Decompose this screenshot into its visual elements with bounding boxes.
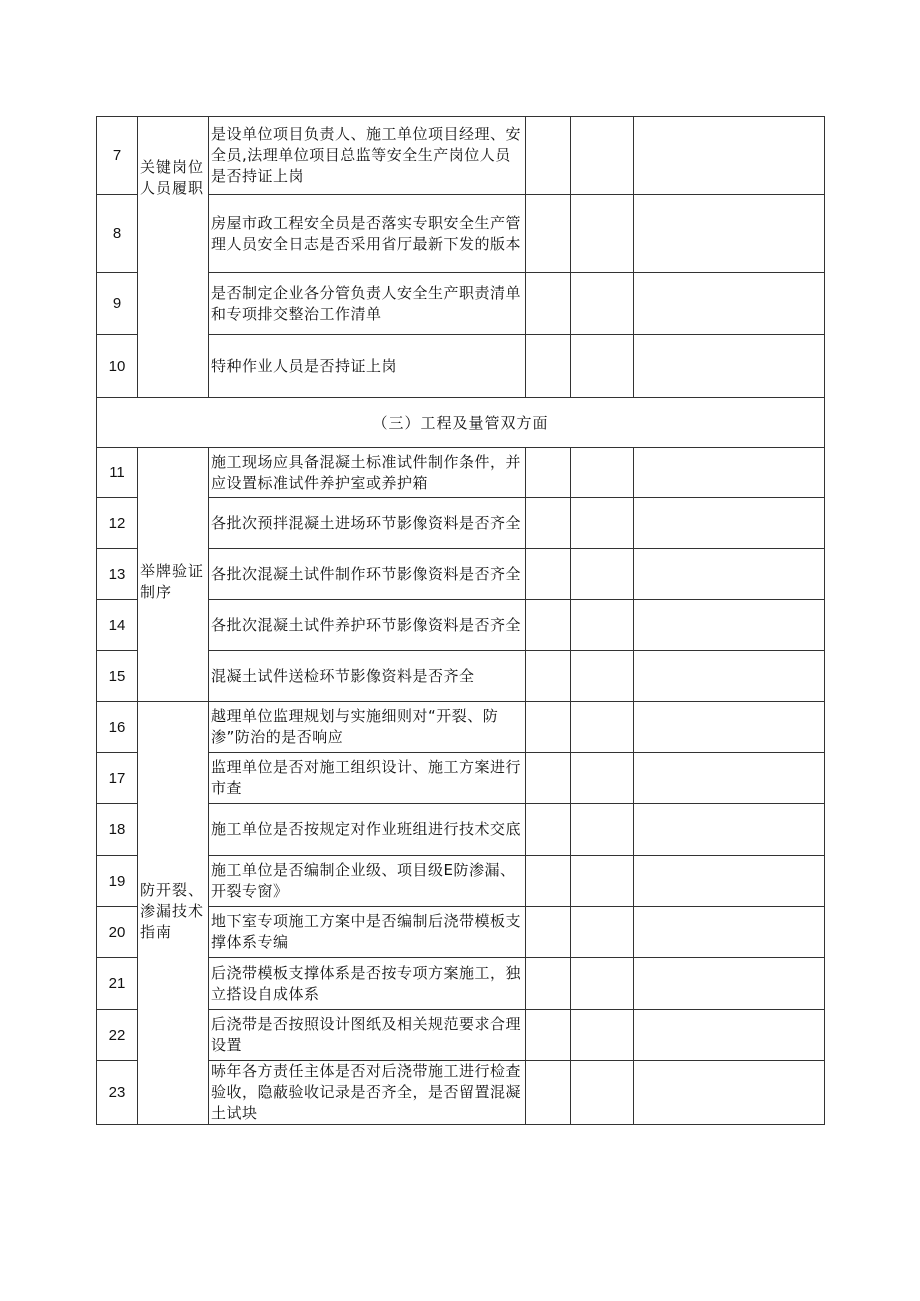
row-number: 8 (97, 195, 138, 273)
result-cell[interactable] (526, 702, 571, 753)
check-item: 特种作业人员是否持证上岗 (209, 335, 526, 398)
row-number: 23 (97, 1061, 138, 1125)
remark-cell[interactable] (634, 448, 825, 498)
row-number: 21 (97, 958, 138, 1010)
check-item: 混凝土试件送检环节影像资料是否齐全 (209, 651, 526, 702)
score-cell[interactable] (571, 549, 634, 600)
remark-cell[interactable] (634, 1010, 825, 1061)
check-item: 越理单位监理规划与实施细则对“开裂、防渗”防治的是否响应 (209, 702, 526, 753)
remark-cell[interactable] (634, 958, 825, 1010)
check-item: 施工现场应具备混凝土标准试件制作条件，并应设置标准试件养护室或养护箱 (209, 448, 526, 498)
row-number: 12 (97, 498, 138, 549)
table-row (97, 117, 825, 195)
check-item: 施工单位是否编制企业级、项目级E防渗漏、开裂专窗》 (209, 856, 526, 907)
table-row (97, 448, 825, 498)
score-cell[interactable] (571, 753, 634, 804)
remark-cell[interactable] (634, 117, 825, 195)
check-item: 监理单位是否对施工组织设计、施工方案进行市查 (209, 753, 526, 804)
score-cell[interactable] (571, 273, 634, 335)
result-cell[interactable] (526, 335, 571, 398)
section-row (97, 398, 825, 448)
row-number: 16 (97, 702, 138, 753)
check-item: 施工单位是否按规定对作业班组进行技术交底 (209, 804, 526, 856)
check-item: 后浇带模板支撑体系是否按专项方案施工，独立搭设自成体系 (209, 958, 526, 1010)
remark-cell[interactable] (634, 335, 825, 398)
score-cell[interactable] (571, 702, 634, 753)
row-number: 17 (97, 753, 138, 804)
score-cell[interactable] (571, 651, 634, 702)
remark-cell[interactable] (634, 1061, 825, 1125)
result-cell[interactable] (526, 117, 571, 195)
score-cell[interactable] (571, 600, 634, 651)
category-cell: 防开裂、渗漏技术指南 (138, 702, 209, 1125)
score-cell[interactable] (571, 335, 634, 398)
inspection-checklist (96, 116, 824, 1125)
score-cell[interactable] (571, 117, 634, 195)
row-number: 15 (97, 651, 138, 702)
score-cell[interactable] (571, 448, 634, 498)
score-cell[interactable] (571, 1061, 634, 1125)
row-number: 10 (97, 335, 138, 398)
check-item: 各批次混凝土试件养护环节影像资料是否齐全 (209, 600, 526, 651)
checklist-table (96, 116, 825, 1125)
remark-cell[interactable] (634, 856, 825, 907)
remark-cell[interactable] (634, 702, 825, 753)
category-cell: 关键岗位人员履职 (138, 117, 209, 398)
result-cell[interactable] (526, 753, 571, 804)
check-item: 各批次混凝土试件制作环节影像资料是否齐全 (209, 549, 526, 600)
row-number: 19 (97, 856, 138, 907)
remark-cell[interactable] (634, 907, 825, 958)
table-row (97, 702, 825, 753)
score-cell[interactable] (571, 195, 634, 273)
remark-cell[interactable] (634, 804, 825, 856)
remark-cell[interactable] (634, 600, 825, 651)
result-cell[interactable] (526, 907, 571, 958)
result-cell[interactable] (526, 651, 571, 702)
remark-cell[interactable] (634, 549, 825, 600)
section-title: （三）工程及量管双方面 (97, 398, 825, 448)
score-cell[interactable] (571, 958, 634, 1010)
row-number: 20 (97, 907, 138, 958)
result-cell[interactable] (526, 549, 571, 600)
score-cell[interactable] (571, 907, 634, 958)
check-item: 各批次预拌混凝土进场环节影像资料是否齐全 (209, 498, 526, 549)
score-cell[interactable] (571, 498, 634, 549)
result-cell[interactable] (526, 600, 571, 651)
check-item: 哧年各方责任主体是否对后浇带施工进行检查验收，隐蔽验收记录是否齐全，是否留置混凝土试块 (209, 1061, 526, 1125)
row-number: 7 (97, 117, 138, 195)
check-item: 是否制定企业各分管负责人安全生产职责清单和专项排交整治工作清单 (209, 273, 526, 335)
check-item: 地下室专项施工方案中是否编制后浇带模板支撑体系专编 (209, 907, 526, 958)
result-cell[interactable] (526, 195, 571, 273)
result-cell[interactable] (526, 498, 571, 549)
row-number: 13 (97, 549, 138, 600)
remark-cell[interactable] (634, 498, 825, 549)
category-cell: 举牌验证制序 (138, 448, 209, 702)
result-cell[interactable] (526, 856, 571, 907)
remark-cell[interactable] (634, 651, 825, 702)
row-number: 11 (97, 448, 138, 498)
result-cell[interactable] (526, 273, 571, 335)
score-cell[interactable] (571, 804, 634, 856)
result-cell[interactable] (526, 1061, 571, 1125)
score-cell[interactable] (571, 856, 634, 907)
check-item: 后浇带是否按照设计图纸及相关规范要求合理设置 (209, 1010, 526, 1061)
result-cell[interactable] (526, 1010, 571, 1061)
row-number: 22 (97, 1010, 138, 1061)
check-item: 是设单位项目负责人、施工单位项目经理、安全员,法理单位项目总监等安全生产岗位人员是否持证上岗 (209, 117, 526, 195)
row-number: 14 (97, 600, 138, 651)
remark-cell[interactable] (634, 273, 825, 335)
remark-cell[interactable] (634, 753, 825, 804)
remark-cell[interactable] (634, 195, 825, 273)
result-cell[interactable] (526, 804, 571, 856)
result-cell[interactable] (526, 958, 571, 1010)
check-item: 房屋市政工程安全员是否落实专职安全生产管理人员安全日志是否采用省厅最新下发的版本 (209, 195, 526, 273)
row-number: 18 (97, 804, 138, 856)
row-number: 9 (97, 273, 138, 335)
result-cell[interactable] (526, 448, 571, 498)
score-cell[interactable] (571, 1010, 634, 1061)
